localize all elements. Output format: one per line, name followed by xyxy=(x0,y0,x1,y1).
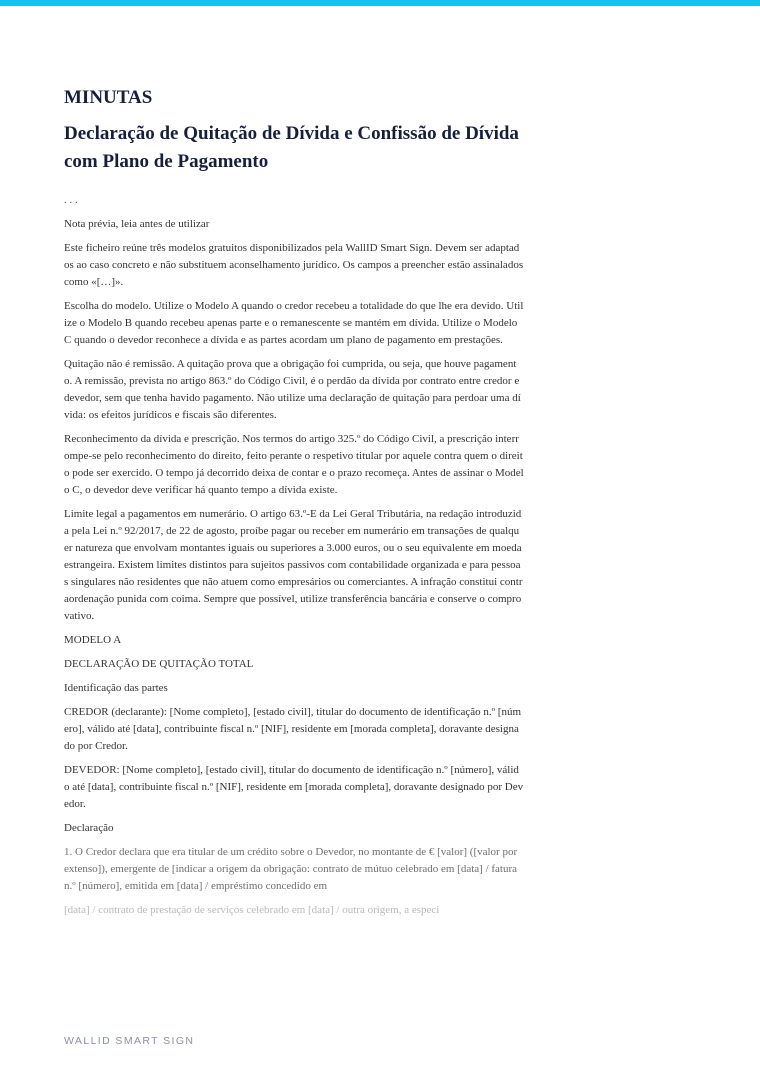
section-heading: Declaração xyxy=(64,822,114,834)
section-kicker: MINUTAS xyxy=(64,87,153,108)
document-body xyxy=(64,86,524,926)
model-heading: MODELO A xyxy=(64,634,122,646)
model-title: DECLARAÇÃO DE QUITAÇÃO TOTAL xyxy=(64,658,254,670)
paragraph: Limite legal a pagamentos em numerário. O artigo 63.º-E da Lei Geral Tributária, na redação introduzida pela Lei n.º 92/2017, de 22 de agosto, proíbe pagar ou receber em numerário em transações de qualquer natureza que envolvam montantes iguais ou superiores a 3.000 euros, ou o seu equivalente em moeda estrangeira. Existem limites distintos para sujeitos passivos com contabilidade organizada e para pessoas singulares não residentes que não atuem como empresários ou comerciantes. A infração constitui contraordenação punida com coima. Sempre que possível, utilize transferência bancária e conserve o comprovativo. xyxy=(64,508,523,622)
paragraph-faded: [data] / contrato de prestação de serviços celebrado em [data] / outra origem, a especi xyxy=(64,904,440,916)
document-title: Declaração de Quitação de Dívida e Confissão de Dívida com Plano de Pagamento xyxy=(64,123,519,172)
paragraph: Escolha do modelo. Utilize o Modelo A quando o credor recebeu a totalidade do que lhe era devido. Utilize o Modelo B quando recebeu apenas parte e o remanescente se mantém em dívida. Utilize o Modelo C quando o devedor reconhece a dívida e as partes acordam um plano de pagamento em prestações. xyxy=(64,300,524,346)
paragraph: Nota prévia, leia antes de utilizar xyxy=(64,218,210,230)
ellipsis-marker: . . . xyxy=(64,194,78,206)
paragraph: DEVEDOR: [Nome completo], [estado civil], titular do documento de identificação n.º [número], válido até [data], contribuinte fiscal n.º [NIF], residente em [morada completa], doravante designado por Devedor. xyxy=(64,764,524,810)
paragraph: Quitação não é remissão. A quitação prova que a obrigação foi cumprida, ou seja, que houve pagamento. A remissão, prevista no artigo 863.º do Código Civil, é o perdão da dívida por contrato entre credor e devedor, sem que tenha havido pagamento. Não utilize uma declaração de quitação para perdoar uma dívida: os efeitos jurídicos e fiscais são diferentes. xyxy=(64,358,521,421)
section-heading: Identificação das partes xyxy=(64,682,168,694)
paragraph: Reconhecimento da dívida e prescrição. Nos termos do artigo 325.º do Código Civil, a prescrição interrompe-se pelo reconhecimento do direito, feito perante o respetivo titular por aquele contra quem o direito pode ser exercido. O tempo já decorrido deixa de contar e o prazo recomeça. Antes de assinar o Modelo C, o devedor deve verificar há quanto tempo a dívida existe. xyxy=(64,433,524,496)
paragraph: Este ficheiro reúne três modelos gratuitos disponibilizados pela WallID Smart Sign. Devem ser adaptados ao caso concreto e não substituem aconselhamento jurídico. Os campos a preencher estão assinalados como «[…]». xyxy=(64,242,524,288)
paragraph-list xyxy=(64,216,524,919)
paragraph: 1. O Credor declara que era titular de um crédito sobre o Devedor, no montante de € [valor] ([valor por extenso]), emergente de [indicar a origem da obrigação: contrato de mútuo celebrado em [data] / fatura n.º [número], emitida em [data] / empréstimo concedido em xyxy=(64,846,518,892)
paragraph: CREDOR (declarante): [Nome completo], [estado civil], titular do documento de identificação n.º [número], válido até [data], contribuinte fiscal n.º [NIF], residente em [morada completa], doravante designado por Credor. xyxy=(64,706,522,752)
footer-brand: WALLID SMART SIGN xyxy=(64,1035,195,1047)
top-accent-bar xyxy=(0,0,760,6)
